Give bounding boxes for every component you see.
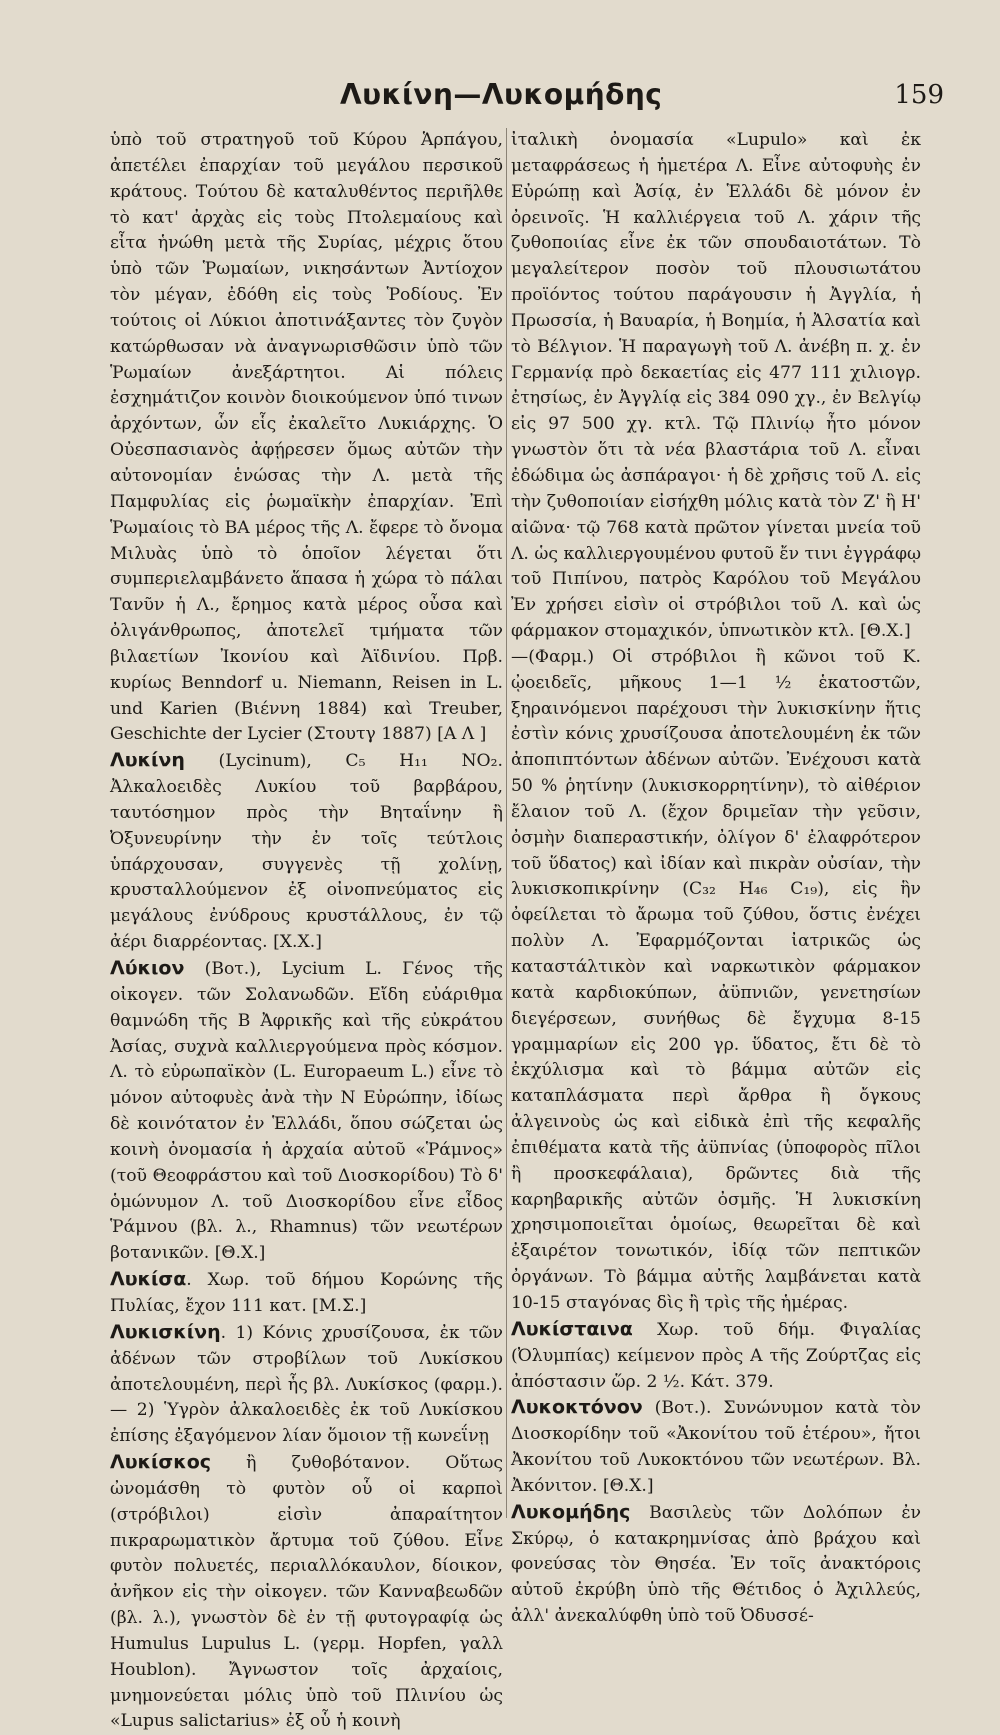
entry-text: —(Φαρμ.) Οἱ στρόβιλοι ἢ κῶνοι τοῦ Κ. ᾠοειδεῖς, μῆκους 1—1 ½ ἑκατοστῶν, ξηραινόμενοι παρέχουσι τὴν λυκισκίνην ἥτις ἐστὶν κόνις χρυσίζουσα ἀποτελουμένη ἐκ τῶν ἀποπιπτόντων ἀδένων αὐτῶν. Ἐνέχουσι κατὰ 50 % ῥητίνην (λυκισκορρητίνην), τὸ αἰθέριον ἔλαιον τοῦ Λ. (ἔχον δριμεῖαν τὴν γεῦσιν, ὀσμὴν διαπεραστικήν, ὀλίγον δ' ἐλαφρότερον τοῦ ὕδατος) καὶ ἰδίαν καὶ πικρὰν οὐσίαν, τὴν λυκισκοπικρίνην (C₃₂ H₄₆ C₁₉), εἰς ἣν ὀφείλεται τὸ ἄρωμα τοῦ ζύθου, ὅστις ἐνέχει πολὺν Λ. Ἐφαρμόζονται ἰατρικῶς ὡς καταστάλτικὸν καὶ ναρκωτικὸν φάρμακον κατὰ καρδιοκύπων, ἀϋπνιῶν, γενετησίων διεγέρσεων, συνήθως δὲ ἔγχυμα 8-15 γραμμαρίων εἰς 200 γρ. ὕδατος, ἔτι δὲ τὸ ἐκχύλισμα καὶ τὸ βάμμα αὐτῶν εἰς καταπλάσματα περὶ ἄρθρα ἢ ὄγκους ἀλγεινοὺς ὡς καὶ εἰδικὰ ἐπὶ τῆς κεφαλῆς ἐπιθέματα κατὰ τῆς ἀϋπνίας (ὑποφορὸς πῖλοι ἢ προσκεφάλαια), δρῶντες διὰ τῆς καρηβαρικῆς αὐτῶν ὀσμῆς. Ἡ λυκισκίνη χρησιμοποιεῖται ὁμοίως, θεωρεῖται δὲ καὶ ἐξαιρέτον τονωτικόν, ἰδίᾳ τῶν πεπτικῶν ὀργάνων. Τὸ βάμμα αὐτῆς λαμβάνεται κατὰ 10-15 σταγόνας δὶς ἢ τρὶς τῆς ἡμέρας. [511,646,921,1313]
column-divider [506,128,507,1518]
entry-text: (Βοτ.), Lycium L. Γένος τῆς οἰκογεν. τῶν Σολανωδῶν. Εἴδη εὐάριθμα θαμνώδη τῆς Β Ἀφρικῆς καὶ τῆς εὐκράτου Ἀσίας, συχνὰ καλλιεργούμενα πρὸς κόσμον. Λ. τὸ εὐρωπαϊκὸν (L. Europaeum L.) εἶνε τὸ μόνον αὐτοφυὲς ἀνὰ τὴν Ν Εὐρώπην, ἰδίως δὲ κοινότατον ἐν Ἑλλάδι, ὅπου σώζεται ὡς κοινὴ ὀνομασία ἡ ἀρχαία αὐτοῦ «Ῥάμνος» (τοῦ Θεοφράστου καὶ τοῦ Διοσκορίδου) Τὸ δ' ὁμώνυμον Λ. τοῦ Διοσκορίδου εἶνε εἶδος Ῥάμνου (βλ. λ., Rhamnus) τῶν νεωτέρων βοτανικῶν. [Θ.Χ.] [110,959,503,1264]
entry-headword: Λύκιον [110,957,185,979]
entry-headword: Λυκίνη [110,749,185,772]
entry-continuation [110,128,503,748]
entry-text: ἰταλικὴ ὀνομασία «Lupulo» καὶ ἐκ μεταφράσεως ἡ ἡμετέρα Λ. Εἶνε αὐτοφυὴς ἐν Εὐρώπῃ καὶ Ἀσίᾳ, ἐν Ἑλλάδι δὲ μόνον ἐν ὀρεινοῖς. Ἡ καλλιέργεια τοῦ Λ. χάριν τῆς ζυθοποιίας εἶνε ἐκ τῶν σπουδαιοτάτων. Τὸ μεγαλείτερον ποσὸν τοῦ πλουσιωτάτου προϊόντος τούτου παράγουσιν ἡ Ἀγγλία, ἡ Πρωσσία, ἡ Βαυαρία, ἡ Βοημία, ἡ Ἀλσατία καὶ τὸ Βέλγιον. Ἡ παραγωγὴ τοῦ Λ. ἀνέβη π. χ. ἐν Γερμανίᾳ πρὸ δεκαετίας εἰς 477 111 χιλιογρ. ἐτησίως, ἐν Ἀγγλίᾳ εἰς 384 090 χγ., ἐν Βελγίῳ εἰς 97 500 χγ. κτλ. Τῷ Πλινίῳ ἦτο μόνον γνωστὸν ὅτι τὰ νέα βλαστάρια τοῦ Λ. εἶναι ἐδώδιμα ὡς ἀσπάραγοι· ἡ δὲ χρῆσις τοῦ Λ. εἰς τὴν ζυθοποιίαν εἰσήχθη μόλις κατὰ τὸν Ζ' ἢ Η' αἰῶνα· τῷ 768 κατὰ πρῶτον γίνεται μνεία τοῦ Λ. ὡς καλλιεργουμένου φυτοῦ ἔν τινι ἐγγράφῳ τοῦ Πιπίνου, πατρὸς Καρόλου τοῦ Μεγάλου Ἐν χρήσει εἰσὶν οἱ στρόβιλοι τοῦ Λ. καὶ ὡς φάρμακον στομαχικόν, ὑπνωτικὸν κτλ. [Θ.Χ.] [511,130,921,642]
running-title: Λυκίνη—Λυκομήδης [340,78,663,111]
entry-text: (Lycinum), C₅ H₁₁ NO₂. Ἀλκαλοειδὲς Λυκίου τοῦ βαρβάρου, ταυτόσημον πρὸς τὴν Βηταΐνην ἢ Ὀξυνευρίνην τὴν ἐν τοῖς τεύτλοις ὑπάρχουσαν, συγγενὲς τῇ χολίνῃ, κρυσταλλούμενον ἐξ οἰνοπνεύματος εἰς μεγάλους ἐνύδρους κρυστάλλους, ἐν τῷ ἀέρι διαρρέοντας. [Χ.Χ.] [110,751,503,953]
page-number: 159 [894,80,944,110]
entry-text: ἢ ζυθοβότανον. Οὕτως ὠνομάσθη τὸ φυτὸν οὗ οἱ καρποὶ (στρόβιλοι) εἰσὶν ἀπαραίτητον πικραρωματικὸν ἄρτυμα τοῦ ζύθου. Εἶνε φυτὸν πολυετές, περιαλλόκαυλον, δίοικον, ἀνῆκον εἰς τὴν οἰκογεν. τῶν Κανναβεωδῶν (βλ. λ.), γνωστὸν δὲ ἐν τῇ φυτογραφίᾳ ὡς Humulus Lupulus L. (γερμ. Hopfen, γαλλ Houblon). Ἄγνωστον τοῖς ἀρχαίοις, μνημονεύεται μόλις ὑπὸ τοῦ Πλινίου ὡς «Lupus salictarius» ἐξ οὗ ἡ κοινὴ [110,1453,503,1732]
entry-headword: Λυκίσα [110,1268,187,1291]
entry-headword: Λυκισκίνη [110,1320,221,1343]
entry-lykiskos-continuation [511,128,921,645]
right-column [511,128,921,1630]
entry-lykiskos [110,1450,503,1735]
entry-headword: Λυκίσκος [110,1451,212,1474]
entry-headword: Λυκοκτόνον [511,1396,643,1419]
entry-text: (Βοτ.). Συνώνυμον κατὰ τὸν Διοσκορίδην τοῦ «Ἀκονίτου τοῦ ἑτέρου», ἤτοι Ἀκονίτου τοῦ Λυκοκτόνου τῶν νεωτέρων. Βλ. Ἀκόνιτον. [Θ.Χ.] [511,1398,921,1496]
entry-headword: Λυκίσταινα [511,1317,633,1340]
entry-text: . 1) Κόνις χρυσίζουσα, ἐκ τῶν ἀδένων τῶν στροβίλων τοῦ Λυκίσκου ἀποτελουμένη, περὶ ἧς βλ. Λυκίσκος (φαρμ.). — 2) Ὑγρὸν ἀλκαλοειδὲς ἐκ τοῦ Λυκίσκου ἐπίσης ἐξαγόμενον λίαν ὅμοιον τῇ κωνεΐνῃ [110,1322,503,1447]
entry-text: . Χωρ. τοῦ δήμου Κορώνης τῆς Πυλίας, ἔχον 111 κατ. [Μ.Σ.] [110,1270,503,1316]
entry-lykiskini [110,1320,503,1450]
entry-text: Χωρ. τοῦ δήμ. Φιγαλίας (Ὀλυμπίας) κείμενον πρὸς Α τῆς Ζούρτζας εἰς ἀπόστασιν ὥρ. 2 ½. Κάτ. 379. [511,1319,921,1392]
entry-text: ὑπὸ τοῦ στρατηγοῦ τοῦ Κύρου Ἁρπάγου, ἀπετέλει ἐπαρχίαν τοῦ μεγάλου περσικοῦ κράτους. Τούτου δὲ καταλυθέντος περιῆλθε τὸ κατ' ἀρχὰς εἰς τοὺς Πτολεμαίους καὶ εἶτα ἡνώθη μετὰ τῆς Συρίας, μέχρις ὅτου ὑπὸ τῶν Ῥωμαίων, νικησάντων Ἀντίοχον τὸν μέγαν, ἐδόθη εἰς τοὺς Ῥοδίους. Ἐν τούτοις οἱ Λύκιοι ἀποτινάξαντες τὸν ζυγὸν κατώρθωσαν νὰ ἀναγνωρισθῶσιν ὑπὸ τῶν Ῥωμαίων ἀνεξάρτητοι. Αἱ πόλεις ἐσχημάτιζον κοινὸν διοικούμενον ὑπό τινων ἀρχόντων, ὧν εἷς ἐκαλεῖτο Λυκιάρχης. Ὁ Οὐεσπασιανὸς ἀφῄρεσεν ὅμως αὐτῶν τὴν αὐτονομίαν ἑνώσας τὴν Λ. μετὰ τῆς Παμφυλίας εἰς ῥωμαϊκὴν ἐπαρχίαν. Ἐπὶ Ῥωμαίοις τὸ ΒΑ μέρος τῆς Λ. ἔφερε τὸ ὄνομα Μιλυὰς ὑπὸ τὸ ὁποῖον λέγεται ὅτι συμπεριελαμβάνετο ἅπασα ἡ χώρα τὸ πάλαι Τανῦν ἡ Λ., ἔρημος κατὰ μέρος οὖσα καὶ ὀλιγάνθρωπος, ἀποτελεῖ τμήματα τῶν βιλαετίων Ἰκονίου καὶ Ἀϊδινίου. Πρβ. κυρίως Benndorf u. Niemann, Reisen in L. und Karien (Βιέννη 1884) καὶ Treuber, Geschichte der Lycier (Στουτγ 1887) [Α Λ ] [110,130,503,745]
entry-lykisa [110,1267,503,1320]
entry-headword: Λυκομήδης [511,1500,631,1523]
entry-lykini [110,748,503,956]
entry-lykiskos-pharm [511,645,921,1317]
page-header [0,72,1000,116]
left-column [110,128,503,1735]
entry-text: Βασιλεὺς τῶν Δολόπων ἐν Σκύρῳ, ὁ κατακρημνίσας ἀπὸ βράχου καὶ φονεύσας τὸν Θησέα. Ἐν τοῖς ἀνακτόροις αὐτοῦ ἐκρύβη ὑπὸ τῆς Θέτιδος ὁ Ἀχιλλεύς, ἀλλ' ἀνεκαλύφθη ὑπὸ τοῦ Ὀδυσσέ- [511,1502,921,1627]
entry-lykomidis [511,1500,921,1630]
entry-lykistaina [511,1317,921,1396]
entry-lykion [110,956,503,1267]
entry-lykoktonon [511,1395,921,1499]
